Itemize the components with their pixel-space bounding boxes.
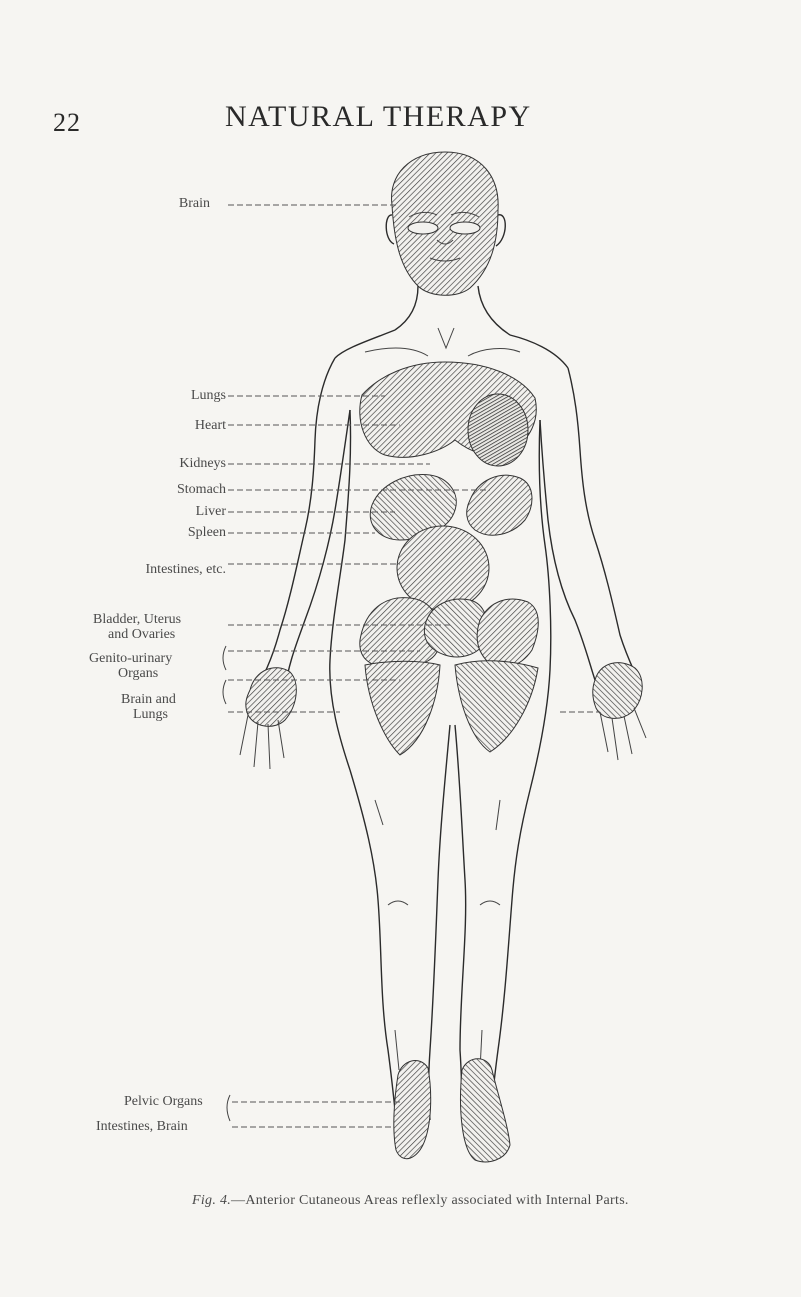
label-lungs: Lungs — [191, 388, 226, 403]
label-stomach: Stomach — [177, 482, 226, 497]
label-brain: Brain — [178, 196, 210, 211]
label-intestines-brain: Intestines, Brain — [96, 1119, 188, 1134]
page-number: 22 — [53, 108, 81, 137]
label-brain-lungs-line1: Brain and — [121, 692, 176, 707]
label-spleen: Spleen — [187, 525, 226, 540]
label-heart: Heart — [194, 418, 226, 433]
label-bladder-line2: and Ovaries — [108, 627, 176, 642]
feet-areas — [394, 1059, 510, 1162]
page-title: NATURAL THERAPY — [225, 100, 532, 133]
label-brain-lungs-line2: Lungs — [133, 707, 168, 722]
label-liver: Liver — [195, 504, 226, 519]
label-kidneys: Kidneys — [179, 456, 226, 471]
caption-fig-number: Fig. 4. — [192, 1193, 232, 1208]
label-bladder-line1: Bladder, Uterus — [93, 612, 182, 627]
hand-areas — [240, 663, 646, 769]
label-genito-line1: Genito-urinary — [89, 651, 173, 666]
label-intestines: Intestines, etc. — [145, 562, 226, 577]
head-area — [386, 152, 505, 295]
caption-text: —Anterior Cutaneous Areas reflexly associated with Internal Parts. — [231, 1193, 629, 1208]
chest-areas — [360, 362, 538, 755]
label-genito-line2: Organs — [118, 666, 159, 681]
label-pelvic-organs: Pelvic Organs — [124, 1094, 203, 1109]
figure-caption — [192, 1193, 629, 1209]
